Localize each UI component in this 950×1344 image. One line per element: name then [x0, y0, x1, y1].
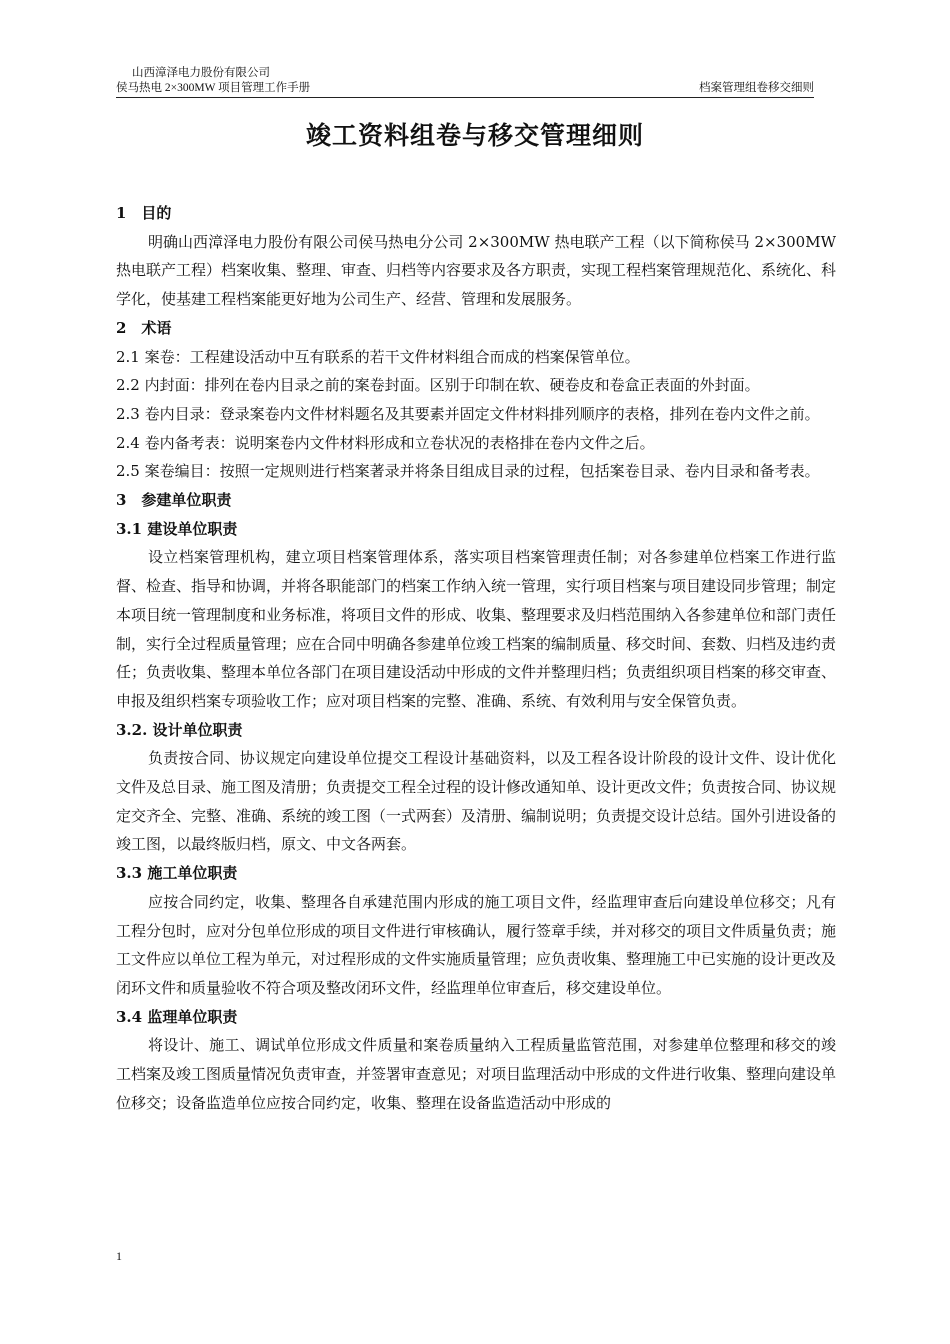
paragraph: 2.5 案卷编目：按照一定规则进行档案著录并将条目组成目录的过程，包括案卷目录、卷内目录和备考表。	[116, 462, 820, 481]
section-heading: 3.2. 设计单位职责	[116, 720, 243, 739]
header-row	[116, 81, 814, 98]
document-title: 竣工资料组卷与移交管理细则	[305, 121, 644, 150]
section-heading: 2 术语	[116, 318, 172, 337]
page-header	[116, 66, 814, 98]
page-number: 1	[116, 1249, 122, 1263]
paragraph: 负责按合同、协议规定向建设单位提交工程设计基础资料，以及工程各设计阶段的设计文件、设计优化文件及总目录、施工图及清册；负责提交工程全过程的设计修改通知单、设计更改文件；负责按合同、协议规定交齐全、完整、准确、系统的竣工图（一式两套）及清册、编制说明；负责提交设计总结。国外引进设备的竣工图，以最终版归档，原文、中文各两套。	[116, 749, 837, 854]
paragraph: 应按合同约定，收集、整理各自承建范围内形成的施工项目文件，经监理审查后向建设单位移交；凡有工程分包时，应对分包单位形成的项目文件进行审核确认，履行签章手续，并对移交的项目文件质量负责；施工文件应以单位工程为单元，对过程形成的文件实施质量管理；应负责收集、整理施工中已实施的设计更改及闭环文件和质量验收不符合项及整改闭环文件，经监理单位审查后，移交建设单位。	[116, 892, 837, 997]
paragraph: 设立档案管理机构，建立项目档案管理体系，落实项目档案管理责任制；对各参建单位档案工作进行监督、检查、指导和协调，并将各职能部门的档案工作纳入统一管理，实行项目档案与项目建设同步管理；制定本项目统一管理制度和业务标准，将项目文件的形成、收集、整理要求及归档范围纳入各参建单位和部门责任制，实行全过程质量管理；应在合同中明确各参建单位竣工档案的编制质量、移交时间、套数、归档及违约责任；负责收集、整理本单位各部门在项目建设活动中形成的文件并整理归档；负责组织项目档案的移交审查、申报及组织档案专项验收工作；应对项目档案的完整、准确、系统、有效利用与安全保管负责。	[116, 548, 837, 710]
paragraph: 明确山西漳泽电力股份有限公司侯马热电分公司 2×300MW 热电联产工程（以下简称侯马 2×300MW 热电联产工程）档案收集、整理、审查、归档等内容要求及各方职责，实现工程档案管理规范化、系统化、科学化，使基建工程档案能更好地为公司生产、经营、管理和发展服务。	[116, 232, 837, 309]
section-heading: 1 目的	[116, 204, 172, 222]
section-heading: 3.3 施工单位职责	[116, 864, 238, 883]
document-body	[116, 199, 836, 1118]
section-heading: 3.4 监理单位职责	[116, 1007, 238, 1026]
header-manual: 侯马热电 2×300MW 项目管理工作手册	[116, 82, 311, 94]
header-company: 山西漳泽电力股份有限公司	[132, 67, 270, 79]
section-heading: 3 参建单位职责	[116, 491, 232, 510]
paragraph: 将设计、施工、调试单位形成文件质量和案卷质量纳入工程质量监管范围，对参建单位整理和移交的竣工档案及竣工图质量情况负责审查，并签署审查意见；对项目监理活动中形成的文件进行收集、整理向建设单位移交；设备监造单位应按合同约定，收集、整理在设备监造活动中形成的	[116, 1036, 837, 1112]
header-section: 档案管理组卷移交细则	[699, 82, 814, 94]
paragraph: 2.1 案卷：工程建设活动中互有联系的若干文件材料组合而成的档案保管单位。	[116, 347, 640, 366]
section-heading: 3.1 建设单位职责	[116, 519, 238, 538]
paragraph: 2.4 卷内备考表：说明案卷内文件材料形成和立卷状况的表格排在卷内文件之后。	[116, 433, 655, 452]
paragraph: 2.2 内封面：排列在卷内目录之前的案卷封面。区别于印制在软、硬卷皮和卷盒正表面的外封面。	[116, 376, 760, 395]
paragraph: 2.3 卷内目录：登录案卷内文件材料题名及其要素并固定文件材料排列顺序的表格，排列在卷内文件之前。	[116, 404, 820, 423]
